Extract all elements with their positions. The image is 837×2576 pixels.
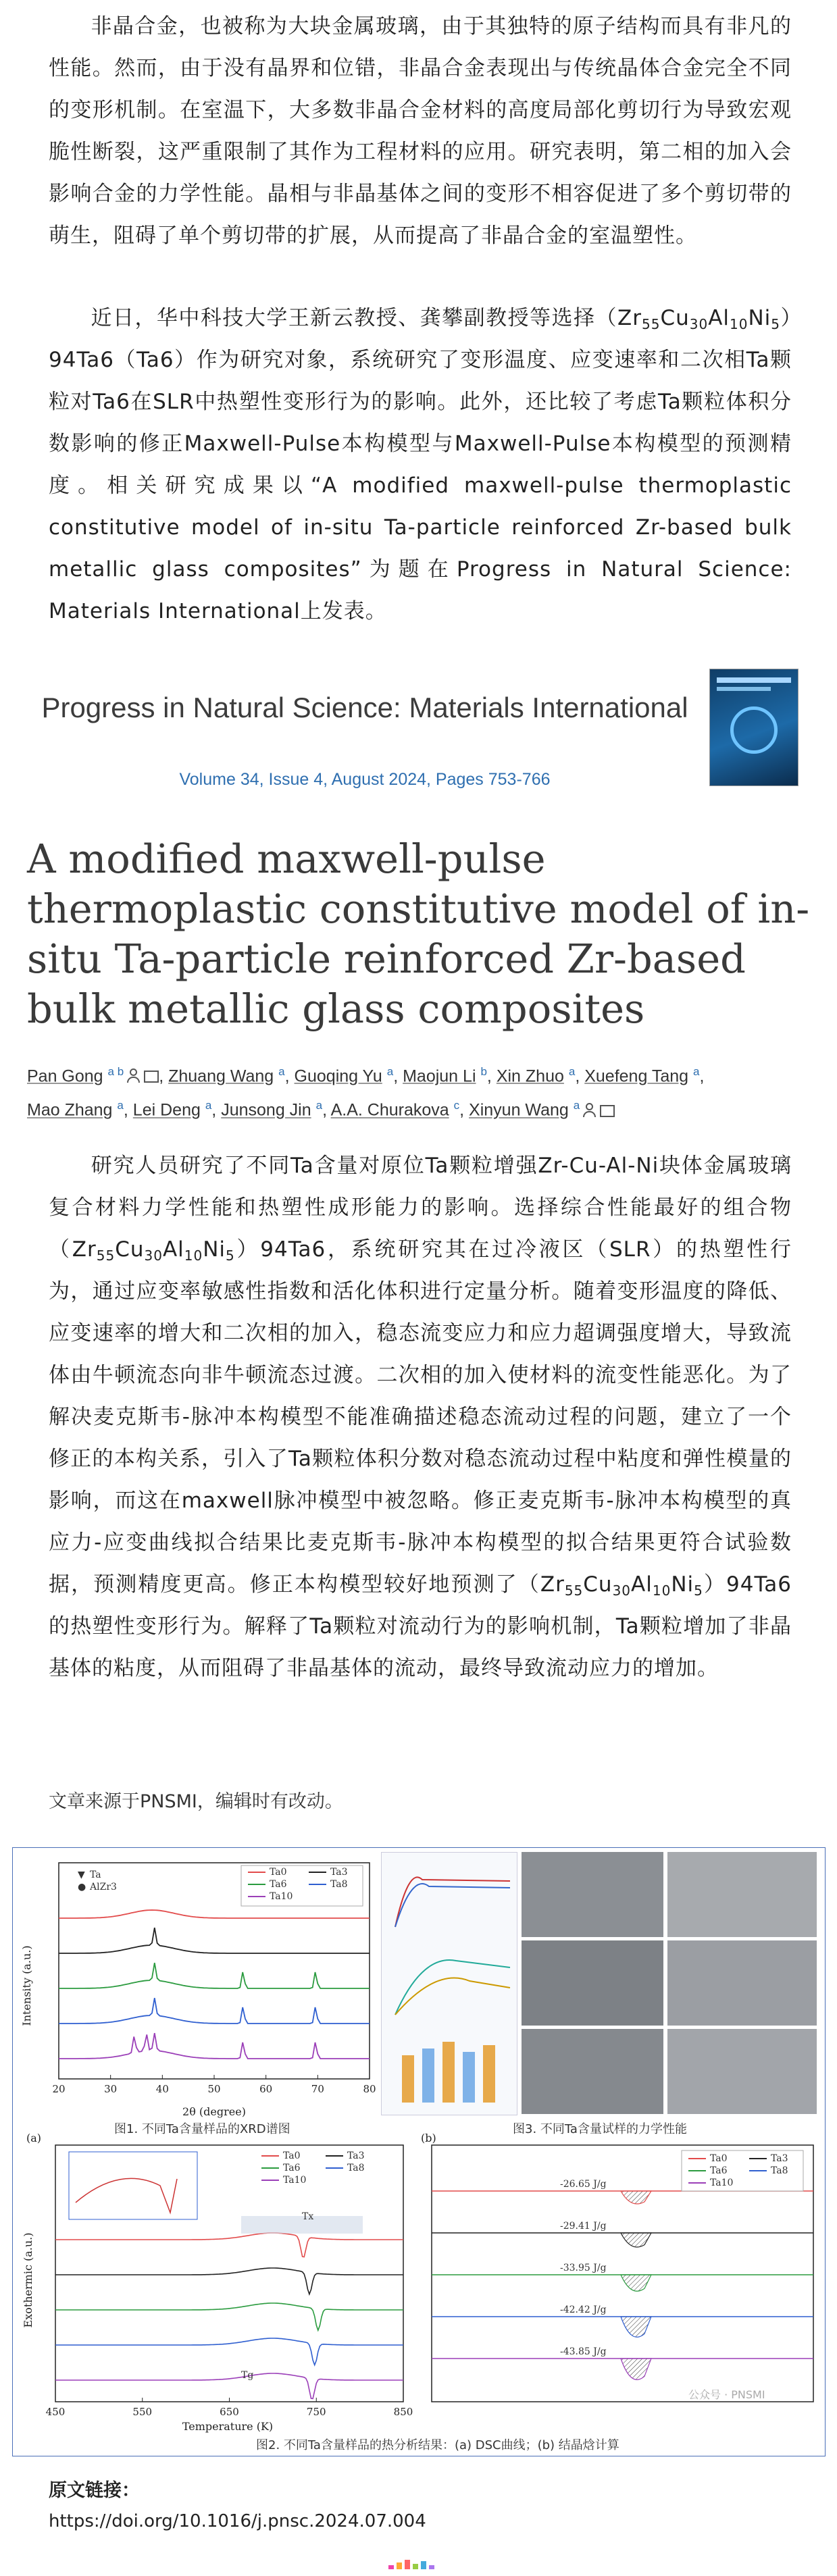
el-al: Al [631, 1572, 653, 1597]
author-affiliation: a [386, 1065, 394, 1078]
enthalpy-series [432, 2179, 813, 2379]
xrd-tick-label: 60 [259, 2083, 273, 2095]
journal-name[interactable]: Progress in Natural Science: Materials International [41, 692, 688, 723]
legend-item: Ta3 [347, 2150, 365, 2161]
legend-item: Ta6 [283, 2163, 301, 2173]
xrd-tick-label: 80 [363, 2083, 376, 2095]
legend-item: Ta10 [283, 2175, 307, 2186]
source-note: 文章来源于PNSMI，编辑时有改动。 [49, 1791, 343, 1812]
dsc-legend [261, 2150, 365, 2186]
author-affiliation: a [278, 1065, 285, 1078]
author-affiliation: a [693, 1065, 700, 1078]
legend-item: Ta0 [710, 2153, 728, 2164]
el-cu: Cu [583, 1572, 613, 1597]
enthalpy-peak-Ta8 [621, 2317, 651, 2337]
intro-paragraph-1-text: 非晶合金，也被称为大块金属玻璃，由于其独特的原子结构而具有非凡的性能。然而，由于没有晶界和位错，非晶合金表现出与传统晶体合金完全不同的变形机制。在室温下，大多数非晶合金材料的高度局部化剪切行为导致宏观脆性断裂，这严重限制了其作为工程材料的应用。研究表明，第二相的加入会影响合金的力学性能。晶相与非晶基体之间的变形不相容促进了多个剪切带的萌生，阻碍了单个剪切带的扩展，从而提高了非晶合金的室温塑性。 [49, 14, 792, 248]
xrd-tick-label: 40 [155, 2083, 169, 2095]
sub-5: 5 [694, 1582, 703, 1599]
dsc-xlabel: Temperature (K) [182, 2420, 274, 2433]
author-name[interactable]: Junsong Jin [221, 1100, 311, 1120]
enthalpy-legend [682, 2150, 803, 2191]
panel-b-label: (b) [421, 2132, 436, 2144]
dsc-inset [69, 2152, 197, 2219]
legend-item: Ta8 [347, 2163, 365, 2173]
author-list: Pan Gong $^{a b}$ , Zhuang Wang $^a$, Guoqing Yu $^a$, Maojun Li $^b$, Xin Zhuo $^a$, Xuefeng Tang $^a$, Mao Zhang $^a$, Lei Deng $^a$, Junsong Jin $^a$, A.A. Churakova $^c$, Xinyun Wang $^a$ [27, 1065, 705, 1120]
author-affiliation: a [205, 1099, 212, 1112]
body-p3-middle: ）94Ta6，系统研究其在过冷液区（SLR）的热塑性行为，通过应变率敏感性指数和活化体积进行定量分析。随着变形温度的降低、应变速率的增大和二次相的加入，稳态流变应力和应力超调强度增大，导致流体由牛顿流态向非牛顿流态过渡。二次相的加入使材料的流变性能恶化。为了解决麦克斯韦-脉冲本构模型不能准确描述稳态流动过程的问题，建立了一个修正的本构关系，引入了Ta颗粒体积分数对稳态流动过程中粘度和弹性模量的影响，而这在maxwell脉冲模型中被忽略。修正麦克斯韦-脉冲本构模型的真应力-应变曲线拟合结果比麦克斯韦-脉冲本构模型的拟合结果更符合试验数据，预测精度更高。修正本构模型较好地预测了（Zr [49, 1237, 792, 1597]
legend-item: Ta3 [771, 2153, 788, 2164]
sem-image-d [522, 1852, 663, 1937]
author-affiliation: a [117, 1099, 124, 1112]
xrd-legend [241, 1865, 363, 1906]
enthalpy-peak-Ta0 [621, 2191, 651, 2204]
author-affiliation: b [480, 1065, 487, 1078]
dsc-tick-label: 550 [132, 2406, 153, 2418]
dsc-xticks [46, 2398, 413, 2418]
sem-image-g [667, 1852, 817, 1937]
sem-image-e [522, 1940, 663, 2026]
dsc-tick-label: 850 [393, 2406, 413, 2418]
sub-55: 55 [96, 1247, 116, 1264]
sub-30: 30 [144, 1247, 163, 1264]
xrd-line-Ta8 [59, 1998, 370, 2024]
legend-item: Ta8 [330, 1879, 348, 1890]
tg-label: Tg [241, 2370, 254, 2381]
author-name[interactable]: Xuefeng Tang [584, 1066, 689, 1086]
original-link[interactable]: https://doi.org/10.1016/j.pnsc.2024.07.004 [49, 2511, 426, 2531]
sem-image-h [667, 1940, 817, 2026]
author-affiliation: a [315, 1099, 323, 1112]
legend-marker-alzr3: ● [78, 1882, 86, 1892]
legend-marker-ta-label: Ta [90, 1870, 101, 1880]
figure-panel [12, 1847, 826, 2456]
el-al: Al [162, 1237, 184, 1262]
sub-10: 10 [184, 1247, 203, 1264]
enthalpy-value: -29.41 J/g [560, 2221, 607, 2232]
dsc-line-Ta3 [55, 2268, 403, 2294]
xrd-chart [18, 1851, 376, 2121]
legend-marker-ta: ▼ [78, 1870, 85, 1880]
body-paragraph [49, 1145, 792, 1689]
xrd-xticks [52, 2075, 376, 2095]
author-affiliation: a [568, 1065, 576, 1078]
el-ni: Ni [671, 1572, 694, 1597]
body-p3-lead: 研究人员研究了不同Ta含量对原位Ta颗粒增强Zr-Cu-Al-Ni块体金属玻璃复合材料力学性能和热塑性成形能力的影响。选择综合性能最好的组合物（Zr [49, 1154, 792, 1262]
author-name[interactable]: Xinyun Wang [469, 1100, 569, 1120]
sub-30: 30 [689, 316, 709, 332]
xrd-tick-label: 50 [207, 2083, 221, 2095]
body-p3-end: ）94Ta6的热塑性变形行为。解释了Ta颗粒对流动行为的影响机制，Ta颗粒增加了非晶基体的粘度，从而阻碍了非晶基体的流动，最终导致流动应力的增加。 [49, 1572, 792, 1680]
figure-1-caption: 图1. 不同Ta含量样品的XRD谱图 [114, 2122, 290, 2136]
watermark: 公众号 · PNSMI [688, 2388, 765, 2401]
author-name[interactable]: Xin Zhuo [496, 1066, 564, 1086]
intro-p2-lead: 近日，华中科技大学王新云教授、龚攀副教授等选择（Zr [91, 306, 642, 330]
xrd-series [59, 1910, 370, 2059]
legend-item: Ta0 [270, 1867, 287, 1878]
author-name[interactable]: Mao Zhang [27, 1100, 113, 1120]
xrd-xlabel: 2θ (degree) [182, 2105, 246, 2118]
enthalpy-peak-Ta3 [621, 2233, 651, 2247]
author-name[interactable]: Maojun Li [403, 1066, 476, 1086]
sub-30: 30 [612, 1582, 632, 1599]
enthalpy-value: -42.42 J/g [560, 2304, 607, 2315]
dsc-tick-label: 650 [220, 2406, 239, 2418]
tx-label: Tx [302, 2211, 314, 2222]
sub-55: 55 [564, 1582, 584, 1599]
author-name[interactable]: Lei Deng [132, 1100, 201, 1120]
sem-image-i [667, 2029, 817, 2114]
dsc-ylabel: Exothermic (a.u.) [22, 2232, 34, 2328]
xrd-markers [78, 1870, 117, 1892]
enthalpy-chart [418, 2132, 820, 2436]
sub-5: 5 [226, 1247, 235, 1264]
legend-item: Ta6 [270, 1879, 287, 1890]
xrd-tick-label: 30 [104, 2083, 118, 2095]
author-affiliation: c [453, 1099, 460, 1112]
xrd-line-Ta6 [59, 1963, 370, 1988]
email-icon[interactable] [600, 1105, 615, 1117]
journal-cover-image[interactable] [709, 669, 798, 786]
legend-item: Ta3 [330, 1867, 348, 1878]
enthalpy-value: -26.65 J/g [560, 2179, 607, 2190]
figure-3-caption: 图3. 不同Ta含量试样的力学性能 [513, 2122, 687, 2136]
sem-image-f [522, 2029, 663, 2114]
author-affiliation: a [573, 1099, 580, 1112]
legend-marker-alzr3-label: AlZr3 [90, 1882, 117, 1892]
sub-10: 10 [730, 316, 749, 332]
intro-p2-rest: ）94Ta6（Ta6）作为研究对象，系统研究了变形温度、应变速率和二次相Ta颗粒对Ta6在SLR中热塑性变形行为的影响。此外，还比较了考虑Ta颗粒体积分数影响的修正Maxwell-Pulse本构模型与Maxwell-Pulse本构模型的预测精度。相关研究成果以“A modified maxwell-pulse thermoplastic constitutive model of in-situ Ta-particle reinforced Zr-based bulk metallic glass composites”为题在Progress in Natural Science: Materials International上发表。 [49, 306, 792, 623]
xrd-line-Ta3 [59, 1928, 370, 1953]
legend-item: Ta10 [710, 2178, 734, 2188]
intro-paragraph-2 [49, 297, 792, 632]
sub-55: 55 [641, 316, 661, 332]
author-name[interactable]: A.A. Churakova [330, 1100, 449, 1120]
sub-5: 5 [771, 316, 781, 332]
legend-item: Ta0 [283, 2150, 301, 2161]
xrd-tick-label: 70 [311, 2083, 324, 2095]
xrd-line-Ta10 [59, 2033, 370, 2059]
xrd-tick-label: 20 [52, 2083, 66, 2095]
enthalpy-value: -43.85 J/g [560, 2346, 607, 2357]
person-icon[interactable] [582, 1103, 597, 1118]
original-link-label: 原文链接： [49, 2480, 140, 2501]
author-name[interactable]: Guoqing Yu [294, 1066, 382, 1086]
email-icon[interactable] [144, 1071, 159, 1083]
legend-item: Ta10 [270, 1891, 293, 1902]
dsc-line-Ta0 [55, 2233, 403, 2257]
person-icon[interactable] [126, 1068, 141, 1083]
decorative-bars [388, 2556, 449, 2566]
mechanical-figure [381, 1852, 817, 2114]
journal-volume[interactable]: Volume 34, Issue 4, August 2024, Pages 753-766 [179, 770, 551, 789]
paper-title: A modified maxwell-pulse thermoplastic constitutive model of in-situ Ta-particle reinforced Zr-based bulk metallic glass composites [27, 835, 810, 1032]
figure-2-caption: 图2. 不同Ta含量样品的热分析结果：(a) DSC曲线；(b) 结晶焓计算 [256, 2438, 619, 2452]
enthalpy-value: -33.95 J/g [560, 2263, 607, 2273]
el-cu: Cu [660, 306, 690, 330]
dsc-chart [18, 2132, 413, 2436]
dsc-line-Ta6 [55, 2303, 403, 2330]
el-ni: Ni [748, 306, 771, 330]
stress-strain-plots [381, 1852, 517, 2115]
dsc-series [55, 2233, 403, 2398]
enthalpy-peak-Ta6 [621, 2275, 651, 2291]
el-cu: Cu [115, 1237, 145, 1262]
legend-item: Ta6 [710, 2165, 728, 2176]
dsc-tick-label: 750 [306, 2406, 326, 2418]
intro-paragraph-1 [49, 5, 792, 257]
journal-header [27, 669, 811, 804]
author-name[interactable]: Zhuang Wang [168, 1066, 274, 1086]
enthalpy-peak-Ta10 [621, 2359, 651, 2379]
legend-item: Ta8 [771, 2165, 788, 2176]
el-ni: Ni [203, 1237, 226, 1262]
author-name[interactable]: Pan Gong [27, 1066, 103, 1086]
xrd-ylabel: Intensity (a.u.) [20, 1945, 33, 2026]
sub-10: 10 [652, 1582, 671, 1599]
el-al: Al [708, 306, 730, 330]
dsc-line-Ta10 [55, 2373, 403, 2398]
author-affiliation: a b [107, 1065, 124, 1078]
dsc-line-Ta8 [55, 2338, 403, 2365]
xrd-line-Ta0 [59, 1910, 370, 1918]
dsc-tick-label: 450 [45, 2406, 66, 2418]
panel-a-label: (a) [26, 2132, 42, 2144]
